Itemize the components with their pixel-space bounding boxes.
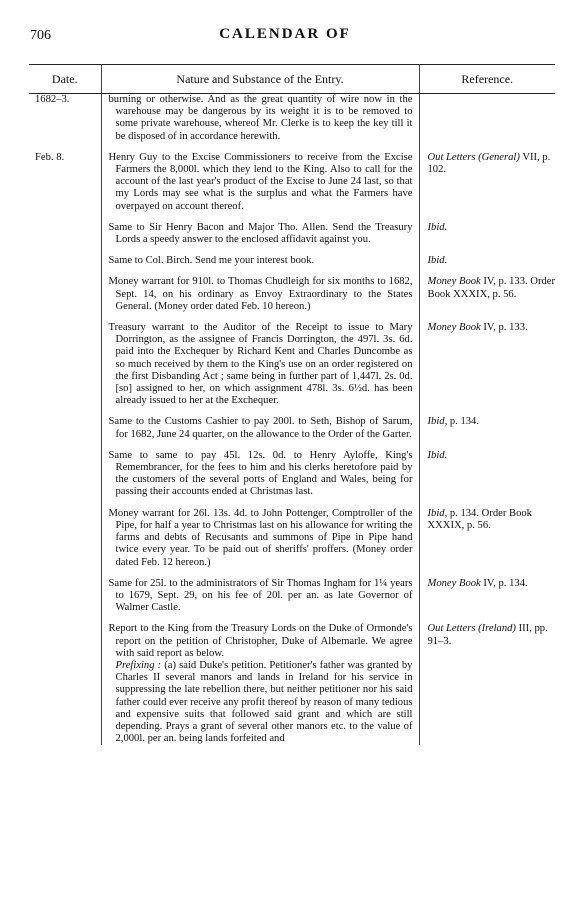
entry-paragraph: Same to same to pay 45l. 12s. 0d. to Henry Ayloffe, King's Remembrancer, for the fees to him and his clerks heretofore paid by the customers of the several ports of England and Wales, being for passing their accounts ended at Christmas last.: [108, 449, 413, 498]
entry-paragraph: Same to the Customs Cashier to pay 200l. to Seth, Bishop of Sarum, for 1682, June 24 quarter, on the allowance to the Order of the Garter.: [108, 416, 413, 440]
table-row: [29, 450, 555, 499]
entry-paragraph: Same to Col. Birch. Send me your interest book.: [108, 255, 315, 267]
entry-paragraph: Henry Guy to the Excise Commissioners to receive from the Excise Farmers the 8,000l. which they lend to the King. Also to call for the account of the last year's product of the Excise to June 24 last, so that my Lords may see what is the surplus and what the Farmers have overpayed on account thereof.: [108, 151, 413, 212]
entry-date: [29, 578, 101, 615]
row-spacer: [29, 614, 555, 623]
row-spacer: [29, 499, 555, 508]
entry-reference: Money Book IV, p. 133.: [427, 322, 528, 334]
entry-text: [101, 416, 419, 440]
header-row: [29, 65, 555, 94]
entry-reference: Ibid, p. 134.: [427, 416, 479, 428]
entry-date: [29, 255, 101, 267]
entry-text: [101, 94, 419, 143]
row-spacer: [29, 213, 555, 222]
entry-paragraph: Same to Sir Henry Bacon and Major Tho. Allen. Send the Treasury Lords a speedy answer to the enclosed affidavit against you.: [108, 221, 413, 246]
entry-reference: Ibid.: [427, 221, 448, 233]
entry-continuation: Prefixing : (a) said Duke's petition. Petitioner's father was granted by Charles II several manors and lands in Ireland for his service in suppressing the late rebellion there, but neither petitioner nor his said father could ever receive any profit thereof by reason of many tedious and expensive suits that followed said grant and which are still depending. Prays a grant of several other manors etc. to the value of 2,000l. per an. being lands forfeited and: [115, 659, 413, 745]
running-head: CALENDAR OF: [219, 26, 351, 42]
entry-paragraph: Money warrant for 26l. 13s. 4d. to John Pottenger, Comptroller of the Pipe, for half a year to Christmas last on his allowance for writing the farms and debts of Recusants and summons of Pipe in Pipe hand twice every year. To be paid out of sheriffs' proffers. (Money order dated Feb. 12 hereon.): [108, 507, 413, 568]
entry-reference: Ibid, p. 134. Order Book XXXIX, p. 56.: [427, 507, 532, 531]
calendar-table: [29, 64, 555, 745]
column-header-reference: Reference.: [419, 65, 555, 94]
table-row: [29, 578, 555, 615]
entry-text: [101, 152, 419, 213]
table-row: [29, 508, 555, 569]
entry-reference: Out Letters (General) VII, p. 102.: [427, 151, 551, 176]
entry-date: 1682–3.: [29, 94, 101, 143]
entry-paragraph: Same for 25l. to the administrators of Sir Thomas Ingham for 1¼ years to 1679, Sept. 29, on his fee of 20l. per an. as late Governor of Walmer Castle.: [108, 577, 413, 614]
entry-reference: Ibid.: [427, 449, 448, 461]
entry-text: [101, 222, 419, 246]
table-row: [29, 623, 555, 745]
entry-reference: Money Book IV, p. 133. Order Book XXXIX, p. 56.: [427, 276, 555, 300]
entry-date: [29, 623, 101, 745]
column-header-date: Date.: [29, 65, 101, 94]
entry-date: Feb. 8.: [29, 152, 101, 213]
entry-date: [29, 276, 101, 313]
entry-text: [101, 623, 419, 745]
column-header-nature: Nature and Substance of the Entry.: [101, 65, 419, 94]
row-spacer: [29, 407, 555, 416]
table-row: [29, 152, 555, 213]
entry-date: [29, 508, 101, 569]
entry-reference: Ibid.: [427, 255, 448, 267]
table-row: [29, 416, 555, 440]
table-row: [29, 255, 555, 267]
page-number: 706: [30, 28, 51, 43]
row-spacer: [29, 569, 555, 578]
entry-text: [101, 322, 419, 407]
entry-text: [101, 508, 419, 569]
entry-paragraph: Treasury warrant to the Auditor of the Receipt to issue to Mary Dorrington, as the assignee of Francis Dorrington, the 497l. 3s. 6d. paid into the Exchequer by Richard Kent and Charles Duncombe as so much received by them to the King's use on an order registered on the first Disbanding Act ; same being in further part of 1,447l. 2s. 0d. [so] assigned to her, on which assignment 478l. 3s. 6½d. has been already issued to her at the Exchequer.: [108, 322, 413, 407]
calendar-body: [29, 94, 555, 746]
entry-text: [101, 450, 419, 499]
table-row: [29, 94, 555, 143]
entry-text: [101, 255, 419, 267]
table-row: [29, 322, 555, 407]
entry-text: [101, 578, 419, 615]
entry-date: [29, 222, 101, 246]
entry-reference: Money Book IV, p. 134.: [427, 577, 528, 589]
entry-reference: Out Letters (Ireland) III, pp. 91–3.: [427, 623, 548, 647]
entry-paragraph: burning or otherwise. And as the great quantity of wire now in the warehouse may be dangerous by its weight it is to be removed to some private warehouse, whereof Mr. Clerke is to keep the key till it be disposed of in accordance herewith.: [108, 94, 413, 142]
row-spacer: [29, 267, 555, 276]
table-row: [29, 276, 555, 313]
row-spacer: [29, 143, 555, 152]
entry-paragraph: Money warrant for 910l. to Thomas Chudleigh for six months to 1682, Sept. 14, on his ordinary as Envoy Extraordinary to the States General. (Money order dated Feb. 10 hereon.): [108, 276, 413, 312]
entry-text: [101, 276, 419, 313]
entry-paragraph: Report to the King from the Treasury Lords on the Duke of Ormonde's report on the petition of Christopher, Duke of Albemarle. We agree with said report as below.: [108, 623, 413, 659]
entry-date: [29, 322, 101, 407]
entry-reference: [419, 94, 555, 143]
row-spacer: [29, 441, 555, 450]
entry-date: [29, 450, 101, 499]
row-spacer: [29, 246, 555, 255]
entry-date: [29, 416, 101, 440]
row-spacer: [29, 313, 555, 322]
table-row: [29, 222, 555, 246]
